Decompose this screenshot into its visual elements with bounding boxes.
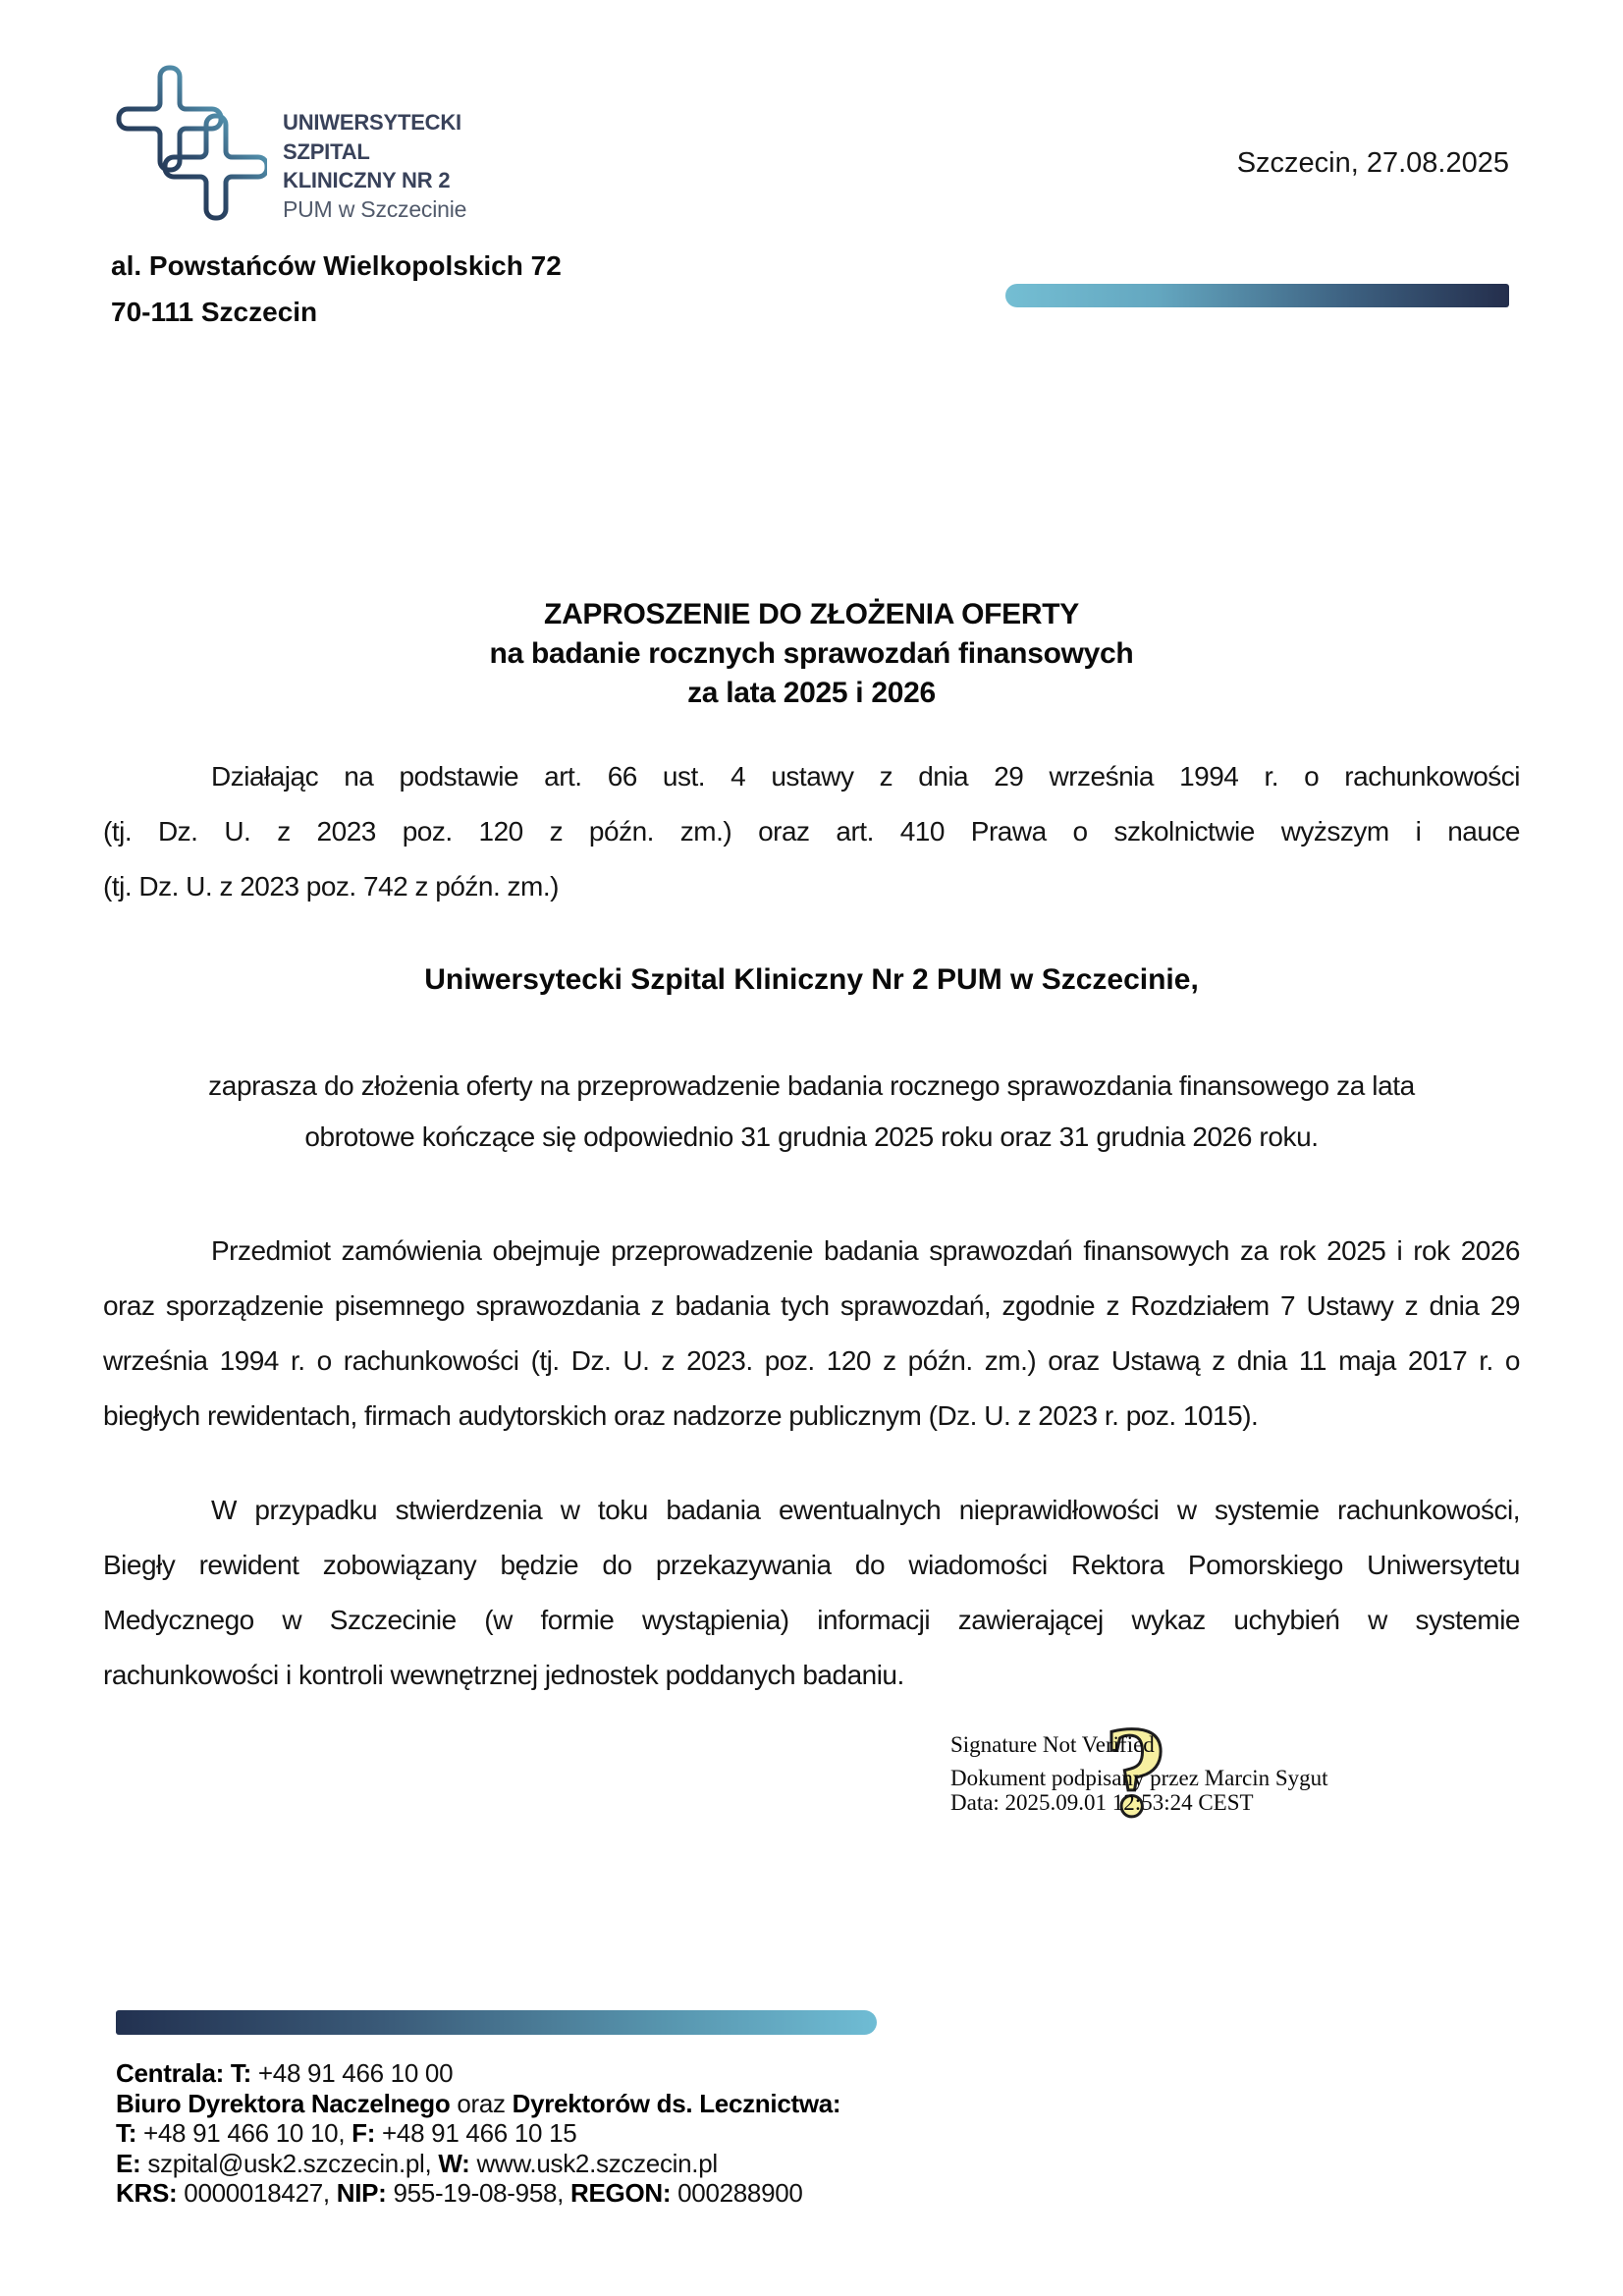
paragraph-line: września 1994 r. o rachunkowości (tj. Dz. U. z 2023. poz. 120 z późn. zm.) oraz Ustawą z dnia 11 maja 2017 r. o: [103, 1345, 1520, 1376]
paragraph-scope: [103, 1224, 1520, 1444]
paragraph-line: Działając na podstawie art. 66 ust. 4 ustawy z dnia 29 września 1994 r. o rachunkowości: [211, 761, 1520, 792]
hospital-logo-icon: [110, 61, 267, 223]
logo-line-3: KLINICZNY NR 2: [283, 168, 451, 192]
footer-label-w: W:: [438, 2148, 470, 2178]
address-block: [111, 243, 562, 335]
paragraph-line: (tj. Dz. U. z 2023 poz. 742 z późn. zm.): [103, 871, 559, 902]
footer-label-regon: REGON:: [570, 2178, 672, 2208]
address-street: al. Powstańców Wielkopolskich 72: [111, 250, 562, 281]
title-line-1: ZAPROSZENIE DO ZŁOŻENIA OFERTY: [544, 598, 1079, 630]
signature-stamp: [950, 1732, 1328, 1815]
paragraph-line: Biegły rewident zobowiązany będzie do przekazywania do wiadomości Rektora Pomorskiego Uniwersytetu: [103, 1550, 1520, 1580]
footer-label-centrala: Centrala: T:: [116, 2058, 251, 2088]
footer-value-f: +48 91 466 10 15: [375, 2118, 577, 2148]
footer-contact-block: [116, 2058, 840, 2209]
paragraph-line: obrotowe kończące się odpowiednio 31 grudnia 2025 roku oraz 31 grudnia 2026 roku.: [304, 1121, 1319, 1152]
paragraph-line: Przedmiot zamówienia obejmuje przeprowadzenie badania sprawozdań finansowych za rok 2025 i rok 2026: [211, 1235, 1520, 1266]
hospital-name-line: Uniwersytecki Szpital Kliniczny Nr 2 PUM w Szczecinie,: [424, 963, 1199, 996]
place-and-date: Szczecin, 27.08.2025: [1236, 147, 1509, 179]
logo-line-1: UNIWERSYTECKI: [283, 110, 461, 135]
footer-gradient-bar: [116, 2010, 877, 2035]
footer-label-e: E:: [116, 2148, 141, 2178]
header-gradient-bar: [1005, 284, 1509, 307]
footer-label-krs: KRS:: [116, 2178, 178, 2208]
signature-question-mark-icon: ?: [1104, 1699, 1168, 1843]
footer-value-t: +48 91 466 10 10,: [136, 2118, 352, 2148]
footer-label-t: T:: [116, 2118, 137, 2148]
footer-label-nip: NIP:: [336, 2178, 387, 2208]
paragraph-line: Medycznego w Szczecinie (w formie wystąpienia) informacji zawierającej wykaz uchybień w systemie: [103, 1605, 1520, 1635]
paragraph-line: biegłych rewidentach, firmach audytorskich oraz nadzorze publicznym (Dz. U. z 2023 r. poz. 1015).: [103, 1400, 1259, 1431]
paragraph-legal-basis: [103, 749, 1520, 914]
footer-value-centrala: +48 91 466 10 00: [250, 2058, 454, 2088]
title-line-3: za lata 2025 i 2026: [687, 677, 936, 709]
footer-line-registry: [116, 2178, 840, 2209]
paragraph-invitation: [103, 1061, 1520, 1163]
signature-status: Signature Not Verified: [950, 1732, 1155, 1757]
paragraph-irregularities: [103, 1483, 1520, 1703]
footer-value-krs: 0000018427,: [177, 2178, 337, 2208]
footer-line-centrala: [116, 2058, 840, 2089]
footer-text-oraz: oraz: [450, 2088, 513, 2118]
footer-value-email: szpital@usk2.szczecin.pl,: [140, 2148, 439, 2178]
logo-line-2: SZPITAL: [283, 138, 370, 164]
hospital-logo-wordmark: [283, 108, 466, 224]
paragraph-line: W przypadku stwierdzenia w toku badania ewentualnych nieprawidłowości w systemie rachunkowości,: [211, 1495, 1520, 1525]
footer-value-nip: 955-19-08-958,: [386, 2178, 570, 2208]
footer-line-biuro: [116, 2089, 840, 2119]
signature-date: Data: 2025.09.01 12:53:24 CEST: [950, 1790, 1254, 1815]
document-title: [0, 595, 1623, 713]
paragraph-line: oraz sporządzenie pisemnego sprawozdania z badania tych sprawozdań, zgodnie z Rozdziałem 7 Ustawy z dnia 29: [103, 1290, 1520, 1321]
signature-signed-by: Dokument podpisany przez Marcin Sygut: [950, 1766, 1328, 1790]
footer-value-website: www.usk2.szczecin.pl: [469, 2148, 718, 2178]
paragraph-line: zaprasza do złożenia oferty na przeprowadzenie badania rocznego sprawozdania finansowego za lata: [208, 1070, 1415, 1101]
paragraph-line: rachunkowości i kontroli wewnętrznej jednostek poddanych badaniu.: [103, 1660, 904, 1690]
title-line-2: na badanie rocznych sprawozdań finansowych: [489, 637, 1134, 670]
footer-label-biuro: Biuro Dyrektora Naczelnego: [116, 2088, 451, 2118]
footer-value-regon: 000288900: [671, 2178, 803, 2208]
paragraph-line: (tj. Dz. U. z 2023 poz. 120 z późn. zm.) oraz art. 410 Prawa o szkolnictwie wyższym i nauce: [103, 816, 1520, 847]
footer-label-f: F:: [352, 2118, 376, 2148]
address-city: 70-111 Szczecin: [111, 297, 318, 327]
logo-line-4: PUM w Szczecinie: [283, 195, 467, 222]
footer-line-phone: [116, 2118, 840, 2149]
footer-label-dyrektorzy: Dyrektorów ds. Lecznictwa:: [512, 2088, 841, 2118]
footer-line-email-web: [116, 2149, 840, 2179]
